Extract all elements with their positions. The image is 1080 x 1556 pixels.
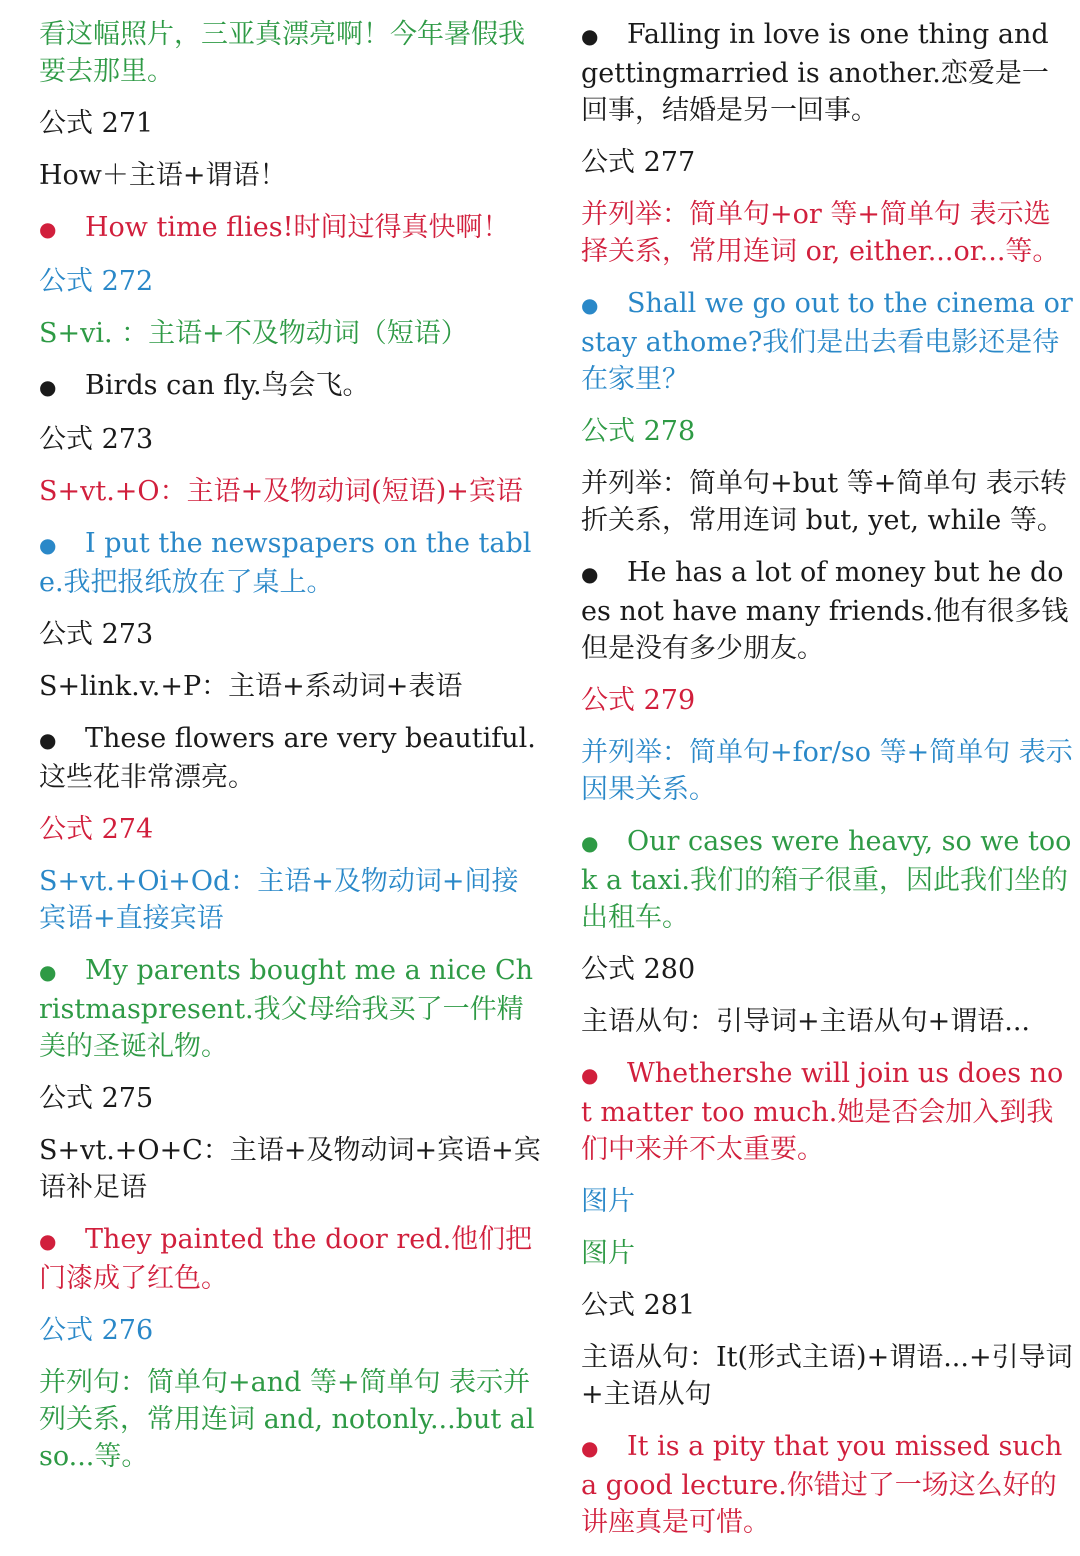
item-text: Our cases were heavy, so we took a taxi.我们的箱子很重，因此我们坐的出租车。 [581,826,1072,933]
example-sentence [581,554,1073,667]
formula-heading [39,105,544,142]
formula-heading [39,421,544,458]
example-sentence [581,823,1073,936]
formula-text [39,863,544,937]
example-sentence [581,1055,1073,1168]
item-text: S+vt.+O+C：主语+及物动词+宾语+宾语补足语 [39,1135,541,1203]
bullet-icon: ● [39,375,57,399]
formula-heading [581,144,1073,181]
example-sentence [581,16,1073,129]
item-text: 公式 271 [39,108,154,139]
bullet-icon: ● [581,562,599,586]
item-text: It is a pity that you missed such a good lecture.你错过了一场这么好的讲座真是可惜。 [581,1431,1063,1538]
bullet-icon: ● [581,293,599,317]
item-text: 图片 [581,1238,635,1269]
item-text: Birds can fly.鸟会飞。 [85,370,370,401]
item-text: S+vi. ：主语+不及物动词（短语） [39,318,468,349]
formula-heading [39,1312,544,1349]
bullet-icon: ● [581,1436,599,1460]
example-sentence [581,1428,1073,1541]
item-text: 公式 279 [581,685,696,716]
bullet-icon: ● [581,1063,599,1087]
item-text: 公式 280 [581,954,696,985]
formula-text [581,734,1073,808]
item-text: 公式 277 [581,147,696,178]
item-text: S+vt.+O：主语+及物动词(短语)+宾语 [39,476,523,507]
bullet-icon: ● [39,533,57,557]
item-text: S+vt.+Oi+Od：主语+及物动词+间接宾语+直接宾语 [39,866,519,934]
item-text: How time flies!时间过得真快啊！ [85,212,510,243]
example-sentence [39,952,544,1065]
formula-text [581,1339,1073,1413]
left-column [39,16,544,1490]
item-text: He has a lot of money but he does not have many friends.他有很多钱但是没有多少朋友。 [581,557,1069,664]
formula-text [39,16,544,90]
example-sentence [39,367,544,406]
item-text: S+link.v.+P：主语+系动词+表语 [39,671,463,702]
example-sentence [39,720,544,796]
item-text: 主语从句：It(形式主语)+谓语...+引导词+主语从句 [581,1342,1073,1410]
bullet-icon: ● [581,831,599,855]
formula-heading [581,682,1073,719]
item-text: 并列句：简单句+and 等+简单句 表示并列关系，常用连词 and, notonly...but also...等。 [39,1367,535,1472]
formula-heading [39,616,544,653]
item-text: 图片 [581,1186,635,1217]
bullet-icon: ● [39,960,57,984]
item-text: 公式 273 [39,619,154,650]
formula-text [581,465,1073,539]
item-text: 并列举：简单句+or 等+简单句 表示选择关系，常用连词 or, either...or...等。 [581,199,1060,267]
formula-text [581,1003,1073,1040]
item-text: 并列举：简单句+but 等+简单句 表示转折关系，常用连词 but, yet, while 等。 [581,468,1067,536]
bullet-icon: ● [581,24,599,48]
formula-text [39,668,544,705]
item-text: 主语从句：引导词+主语从句+谓语... [581,1006,1030,1037]
formula-heading [39,263,544,300]
formula-heading [39,811,544,848]
formula-heading [581,1287,1073,1324]
item-text: I put the newspapers on the table.我把报纸放在了桌上。 [39,528,532,598]
right-column [581,16,1073,1556]
formula-text [39,1132,544,1206]
formula-text [581,1183,1073,1220]
example-sentence [581,285,1073,398]
formula-heading [581,951,1073,988]
item-text: My parents bought me a nice Christmaspresent.我父母给我买了一件精美的圣诞礼物。 [39,955,534,1062]
item-text: Falling in love is one thing and gettingmarried is another.恋爱是一回事，结婚是另一回事。 [581,19,1049,126]
example-sentence [39,525,544,601]
formula-text [581,196,1073,270]
formula-heading [581,413,1073,450]
item-text: 并列举：简单句+for/so 等+简单句 表示因果关系。 [581,737,1073,805]
item-text: 看这幅照片，三亚真漂亮啊！今年暑假我要去那里。 [39,19,525,87]
item-text: 公式 281 [581,1290,696,1321]
bullet-icon: ● [39,1229,57,1253]
formula-text [39,473,544,510]
example-sentence [39,209,544,248]
formula-text [581,1235,1073,1272]
formula-text [39,1364,544,1475]
item-text: 公式 272 [39,266,154,297]
item-text: Shall we go out to the cinema or stay athome?我们是出去看电影还是待在家里？ [581,288,1073,395]
item-text: 公式 275 [39,1083,154,1114]
item-text: 公式 274 [39,814,154,845]
item-text: Whethershe will join us does not matter too much.她是否会加入到我们中来并不太重要。 [581,1058,1064,1165]
example-sentence [39,1221,544,1297]
bullet-icon: ● [39,728,57,752]
formula-heading [39,1080,544,1117]
formula-text [39,157,544,194]
item-text: These flowers are very beautiful.这些花非常漂亮。 [39,723,536,793]
bullet-icon: ● [39,217,57,241]
item-text: 公式 278 [581,416,696,447]
formula-text [39,315,544,352]
item-text: How＋主语+谓语！ [39,160,287,191]
item-text: They painted the door red.他们把门漆成了红色。 [39,1224,533,1294]
item-text: 公式 276 [39,1315,154,1346]
item-text: 公式 273 [39,424,154,455]
